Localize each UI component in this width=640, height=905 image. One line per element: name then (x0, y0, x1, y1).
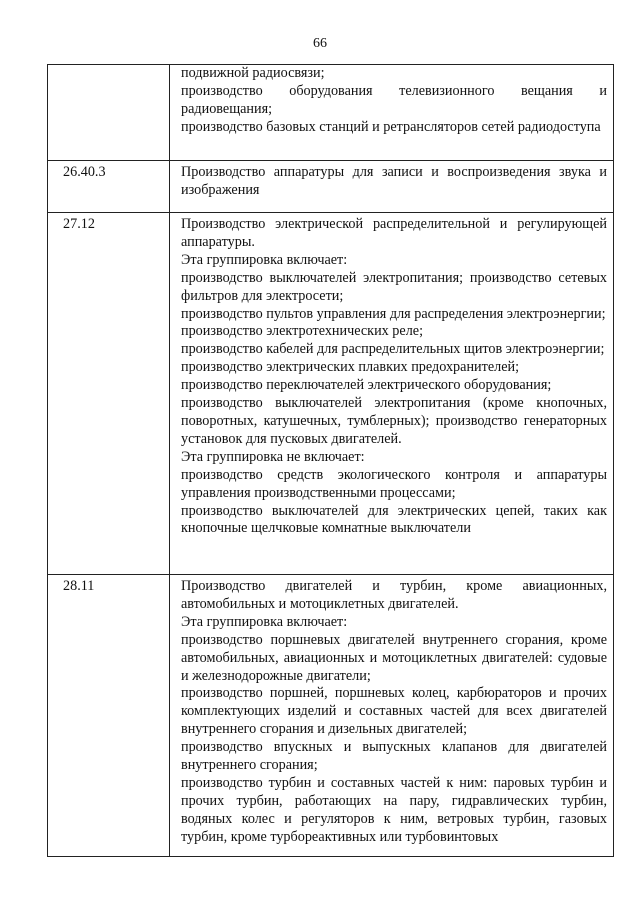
paragraph: Эта группировка включает: (181, 251, 348, 268)
table-row (48, 213, 614, 575)
code-cell: 28.11 (48, 575, 170, 857)
paragraph: Производство двигателей и турбин, кроме авиационных, автомобильных и мотоциклетных двигателей. (181, 578, 607, 612)
paragraph: производство средств экологического контроля и аппаратуры управления производственными процессами; (181, 466, 607, 501)
code-cell: 27.12 (48, 213, 170, 575)
paragraph: производство выключателей электропитания; производство сетевых фильтров для электросети; (181, 269, 607, 304)
paragraph: производство выключателей для электрических цепей, таких как кнопочные щелчковые комнатные выключатели (181, 502, 607, 537)
description-cell (170, 213, 614, 575)
table-row (48, 65, 614, 161)
paragraph: производство базовых станций и ретрансляторов сетей радиодоступа (181, 118, 601, 135)
paragraph: производство электротехнических реле; (181, 323, 424, 340)
paragraph: производство оборудования телевизионного вещания и радиовещания; (181, 82, 607, 117)
paragraph: производство выключателей электропитания (кроме кнопочных, поворотных, катушечных, тумблерных); производство генераторных установок для пусковых двигателей. (181, 395, 607, 447)
paragraph: Производство аппаратуры для записи и воспроизведения звука и изображения (181, 164, 607, 198)
description-cell (170, 575, 614, 857)
paragraph: подвижной радиосвязи; (181, 65, 325, 81)
paragraph: Эта группировка включает: (181, 613, 348, 630)
paragraph: производство пультов управления для распределения электроэнергии; (181, 305, 606, 322)
paragraph: производство электрических плавких предохранителей; (181, 359, 520, 376)
paragraph: производство турбин и составных частей к ним: паровых турбин и прочих турбин, работающих на пару, гидравлических турбин, водяных колес и регуляторов к ним, ветровых турбин, газовых турбин, кроме турбореактивных или турбовинтовых (181, 774, 607, 845)
code-cell: 26.40.3 (48, 161, 170, 213)
page-number: 66 (313, 36, 327, 51)
paragraph: производство кабелей для распределительных щитов электроэнергии; (181, 341, 605, 358)
code-cell (48, 65, 170, 161)
classification-table (47, 64, 614, 857)
description-cell (170, 65, 614, 161)
paragraph: производство переключателей электрического оборудования; (181, 377, 552, 394)
paragraph: Производство электрической распределительной и регулирующей аппаратуры. (181, 216, 607, 250)
paragraph: производство поршневых двигателей внутреннего сгорания, кроме автомобильных, авиационных и мотоциклетных двигателей: судовые и железнодорожные двигатели; (181, 631, 607, 684)
description-cell (170, 161, 614, 213)
table-row (48, 575, 614, 857)
table-row (48, 161, 614, 213)
paragraph: производство впускных и выпускных клапанов для двигателей внутреннего сгорания; (181, 739, 607, 774)
paragraph: производство поршней, поршневых колец, карбюраторов и прочих комплектующих изделий и составных частей для всех двигателей внутреннего сгорания и дизельных двигателей; (181, 685, 607, 738)
paragraph: Эта группировка не включает: (181, 448, 365, 465)
